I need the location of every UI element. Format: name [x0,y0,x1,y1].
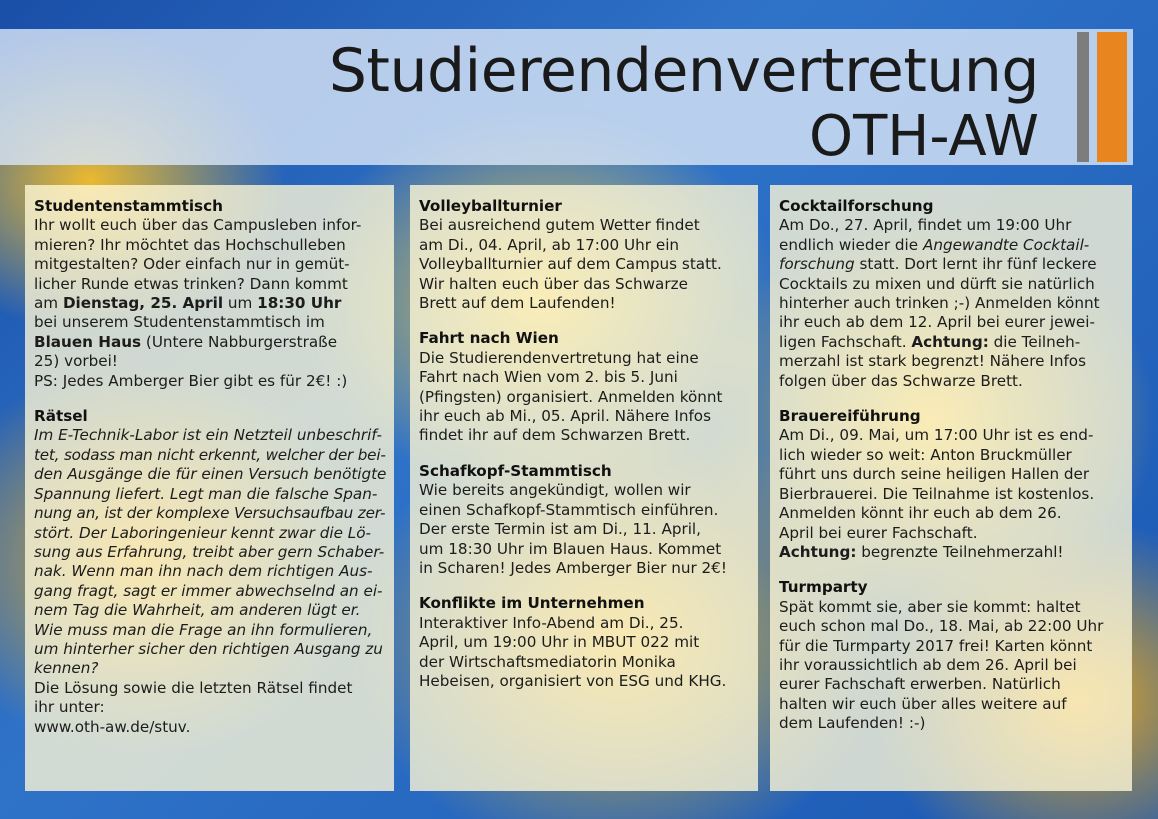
text-run: um 18:30 Uhr im Blauen Haus. Kommet [419,539,722,558]
italic-text: stört. Der Laboringenieur kennt zwar die Lö- [34,523,371,542]
section-ratsel [34,407,386,737]
text-line [779,236,1124,255]
text-line [779,714,1124,733]
text-run: Die Lösung sowie die letzten Rätsel findet [34,678,353,697]
text-run: euch schon mal Do., 18. Mai, ab 22:00 Uhr [779,617,1104,636]
italic-text: nem Tag die Wahrheit, am anderen lügt er. [34,601,361,620]
text-run: Fahrt nach Wien vom 2. bis 5. Juni [419,368,678,387]
text-run: Ihr wollt euch über das Campusleben infor- [34,216,362,235]
section-body [779,598,1124,734]
section-body [419,614,750,692]
text-run: Volleyballturnier auf dem Campus statt. [419,255,722,274]
text-line [34,718,386,737]
logo-bar-orange [1097,32,1127,162]
column-left [25,185,394,791]
text-run: ihr euch ab dem 12. April bei eurer jewei- [779,313,1095,332]
text-run: April, um 19:00 Uhr in MBUT 022 mit [419,633,700,652]
text-run: Hebeisen, organisiert von ESG und KHG. [419,671,727,690]
text-run: der Wirtschaftsmediatorin Monika [419,652,676,671]
italic-text: Wie muss man die Frage an ihn formulieren, [34,620,373,639]
text-line [419,540,750,559]
italic-text: Angewandte Cocktail- [922,235,1090,254]
header-banner [0,29,1133,169]
text-line [779,695,1124,714]
text-run: findet ihr auf dem Schwarzen Brett. [419,426,691,445]
italic-text: nak. Wenn man ihn nach dem richtigen Aus- [34,562,373,581]
section-brauereifuhrung [779,407,1124,562]
text-run: Am Do., 27. April, findet um 19:00 Uhr [779,216,1072,235]
text-line [34,621,386,640]
text-line [34,640,386,659]
text-line [419,501,750,520]
text-run: Anmelden könnt ihr euch ab dem 26. [779,504,1062,523]
text-line [419,520,750,539]
section-body [419,349,750,446]
text-run: in Scharen! Jedes Amberger Bier nur 2€! [419,558,727,577]
section-body [779,216,1124,391]
italic-text: nung an, ist der komplexe Versuchsaufbau zer- [34,504,386,523]
text-line [419,407,750,426]
text-run: Der erste Termin ist am Di., 11. April, [419,520,701,539]
text-line [779,313,1124,332]
text-line [34,313,386,332]
section-cocktailforschung [779,197,1124,391]
text-line [34,659,386,678]
text-run: für die Turmparty 2017 frei! Karten könnt [779,636,1093,655]
text-line [34,601,386,620]
text-line [779,255,1124,274]
page-subtitle: OTH-AW [809,104,1039,169]
text-run: ligen Fachschaft. [779,332,912,351]
logo [1077,32,1129,162]
bold-text: Blauen Haus [34,332,142,351]
italic-text: Spannung liefert. Legt man die falsche Span- [34,484,378,503]
section-turmparty [779,578,1124,733]
text-line [779,543,1124,562]
text-run: Die Studierendenvertretung hat eine [419,348,699,367]
section-title: Studentenstammtisch [34,197,223,215]
text-run: mieren? Ihr möchtet das Hochschulleben [34,235,346,254]
text-line [779,446,1124,465]
text-line [779,372,1124,391]
text-line [779,465,1124,484]
text-run: am [34,294,63,313]
text-line [779,675,1124,694]
text-line [779,275,1124,294]
text-line [779,216,1124,235]
text-line [779,617,1124,636]
text-run: Brett auf dem Laufenden! [419,294,616,313]
text-run: am Di., 04. April, ab 17:00 Uhr ein [419,235,680,254]
text-line [419,481,750,500]
section-schafkopf-stammtisch [419,462,750,578]
section-body [779,426,1124,562]
italic-text: den Ausgänge die für einen Versuch benötigte [34,465,387,484]
section-title: Turmparty [779,578,868,597]
text-line [419,236,750,255]
section-title: Brauereiführung [779,407,921,426]
text-line [419,294,750,313]
text-line [419,349,750,368]
text-line [419,672,750,691]
text-line [34,426,386,445]
section-body [419,481,750,578]
italic-text: gang fragt, sagt er immer abwechselnd an ei- [34,581,383,600]
text-run: PS: Jedes Amberger Bier gibt es für 2€! :) [34,371,348,390]
text-line [34,679,386,698]
italic-text: kennen? [34,659,99,678]
text-run: mitgestalten? Oder einfach nur in gemüt- [34,255,350,274]
text-run: Am Di., 09. Mai, um 17:00 Uhr ist es end- [779,426,1094,445]
text-line [34,698,386,717]
text-line [419,368,750,387]
section-title: Rätsel [34,407,88,426]
text-line [34,524,386,543]
section-fahrt-nach-wien [419,329,750,445]
text-run: 25) vorbei! [34,352,118,371]
text-line [34,504,386,523]
section-title: Cocktailforschung [779,197,934,215]
text-line [419,653,750,672]
text-line [34,582,386,601]
section-body [34,216,386,391]
text-run: licher Runde etwas trinken? Dann kommt [34,274,348,293]
section-studentenstammtisch [34,197,386,391]
text-line [34,446,386,465]
text-run: bei unserem Studentenstammtisch im [34,313,325,332]
text-line [34,465,386,484]
bold-text: Achtung: [911,332,989,351]
section-title: Schafkopf-Stammtisch [419,461,612,480]
text-run: (Untere Nabburgerstraße [141,332,338,351]
logo-bar-gray [1077,32,1089,162]
text-run: ihr unter: [34,698,105,717]
text-line [34,275,386,294]
text-run: April bei eurer Fachschaft. [779,523,978,542]
text-line [779,333,1124,352]
text-run: Wir halten euch über das Schwarze [419,274,688,293]
text-line [34,543,386,562]
text-line [779,352,1124,371]
text-line [34,485,386,504]
text-line [34,372,386,391]
bold-text: 18:30 Uhr [257,294,342,313]
column-middle [410,185,758,791]
text-run: www.oth-aw.de/stuv. [34,717,191,736]
text-line [419,559,750,578]
text-run: halten wir euch über alles weitere auf [779,694,1067,713]
text-run: um [223,294,258,313]
section-title: Konflikte im Unternehmen [419,594,645,613]
text-run: die Teilneh- [988,332,1081,351]
column-right [770,185,1132,791]
section-body [419,216,750,313]
text-run: statt. Dort lernt ihr fünf leckere [854,255,1097,274]
page-title: Studierendenvertretung [328,36,1039,106]
text-run: begrenzte Teilnehmerzahl! [856,542,1064,561]
text-line [34,562,386,581]
text-line [779,598,1124,617]
text-line [419,614,750,633]
text-run: endlich wieder die [779,235,923,254]
italic-text: um hinterher sicher den richtigen Ausgang zu [34,639,383,658]
text-run: dem Laufenden! :-) [779,714,926,733]
text-line [34,236,386,255]
text-line [419,388,750,407]
italic-text: forschung [779,255,855,274]
text-line [34,216,386,235]
bold-text: Achtung: [779,542,857,561]
text-line [419,426,750,445]
text-run: eurer Fachschaft erwerben. Natürlich [779,675,1061,694]
text-run: Bierbrauerei. Die Teilnahme ist kostenlos. [779,484,1095,503]
text-line [779,426,1124,445]
text-run: Cocktails zu mixen und dürft sie natürlich [779,274,1095,293]
text-run: folgen über das Schwarze Brett. [779,371,1023,390]
text-run: (Pfingsten) organisiert. Anmelden könnt [419,387,723,406]
section-title: Fahrt nach Wien [419,329,559,348]
italic-text: tet, sodass man nicht erkennt, welcher der bei- [34,445,386,464]
text-line [34,333,386,352]
text-run: Wie bereits angekündigt, wollen wir [419,481,691,500]
text-line [34,352,386,371]
text-run: Spät kommt sie, aber sie kommt: haltet [779,597,1081,616]
section-volleyballturnier [419,197,750,313]
text-run: merzahl ist stark begrenzt! Nähere Infos [779,352,1087,371]
text-run: Interaktiver Info-Abend am Di., 25. [419,613,684,632]
text-line [34,294,386,313]
bold-text: Dienstag, 25. April [62,294,224,313]
text-line [419,216,750,235]
section-konflikte-im-unternehmen [419,594,750,691]
text-line [779,485,1124,504]
text-line [419,255,750,274]
section-body [34,426,386,737]
text-line [779,524,1124,543]
section-title: Volleyballturnier [419,197,562,215]
text-run: einen Schafkopf-Stammtisch einführen. [419,500,719,519]
text-run: ihr voraussichtlich ab dem 26. April bei [779,655,1077,674]
text-run: ihr euch ab Mi., 05. April. Nähere Infos [419,407,711,426]
text-line [34,255,386,274]
text-line [419,275,750,294]
text-line [779,656,1124,675]
text-line [419,633,750,652]
text-line [779,637,1124,656]
text-run: hinterher auch trinken ;-) Anmelden könnt [779,294,1100,313]
italic-text: Im E-Technik-Labor ist ein Netzteil unbeschrif- [34,426,382,445]
text-line [779,504,1124,523]
italic-text: sung aus Erfahrung, treibt aber gern Schaber- [34,542,385,561]
text-run: führt uns durch seine heiligen Hallen der [779,465,1090,484]
text-run: lich wieder so weit: Anton Bruckmüller [779,445,1072,464]
text-line [779,294,1124,313]
text-run: Bei ausreichend gutem Wetter findet [419,216,700,235]
